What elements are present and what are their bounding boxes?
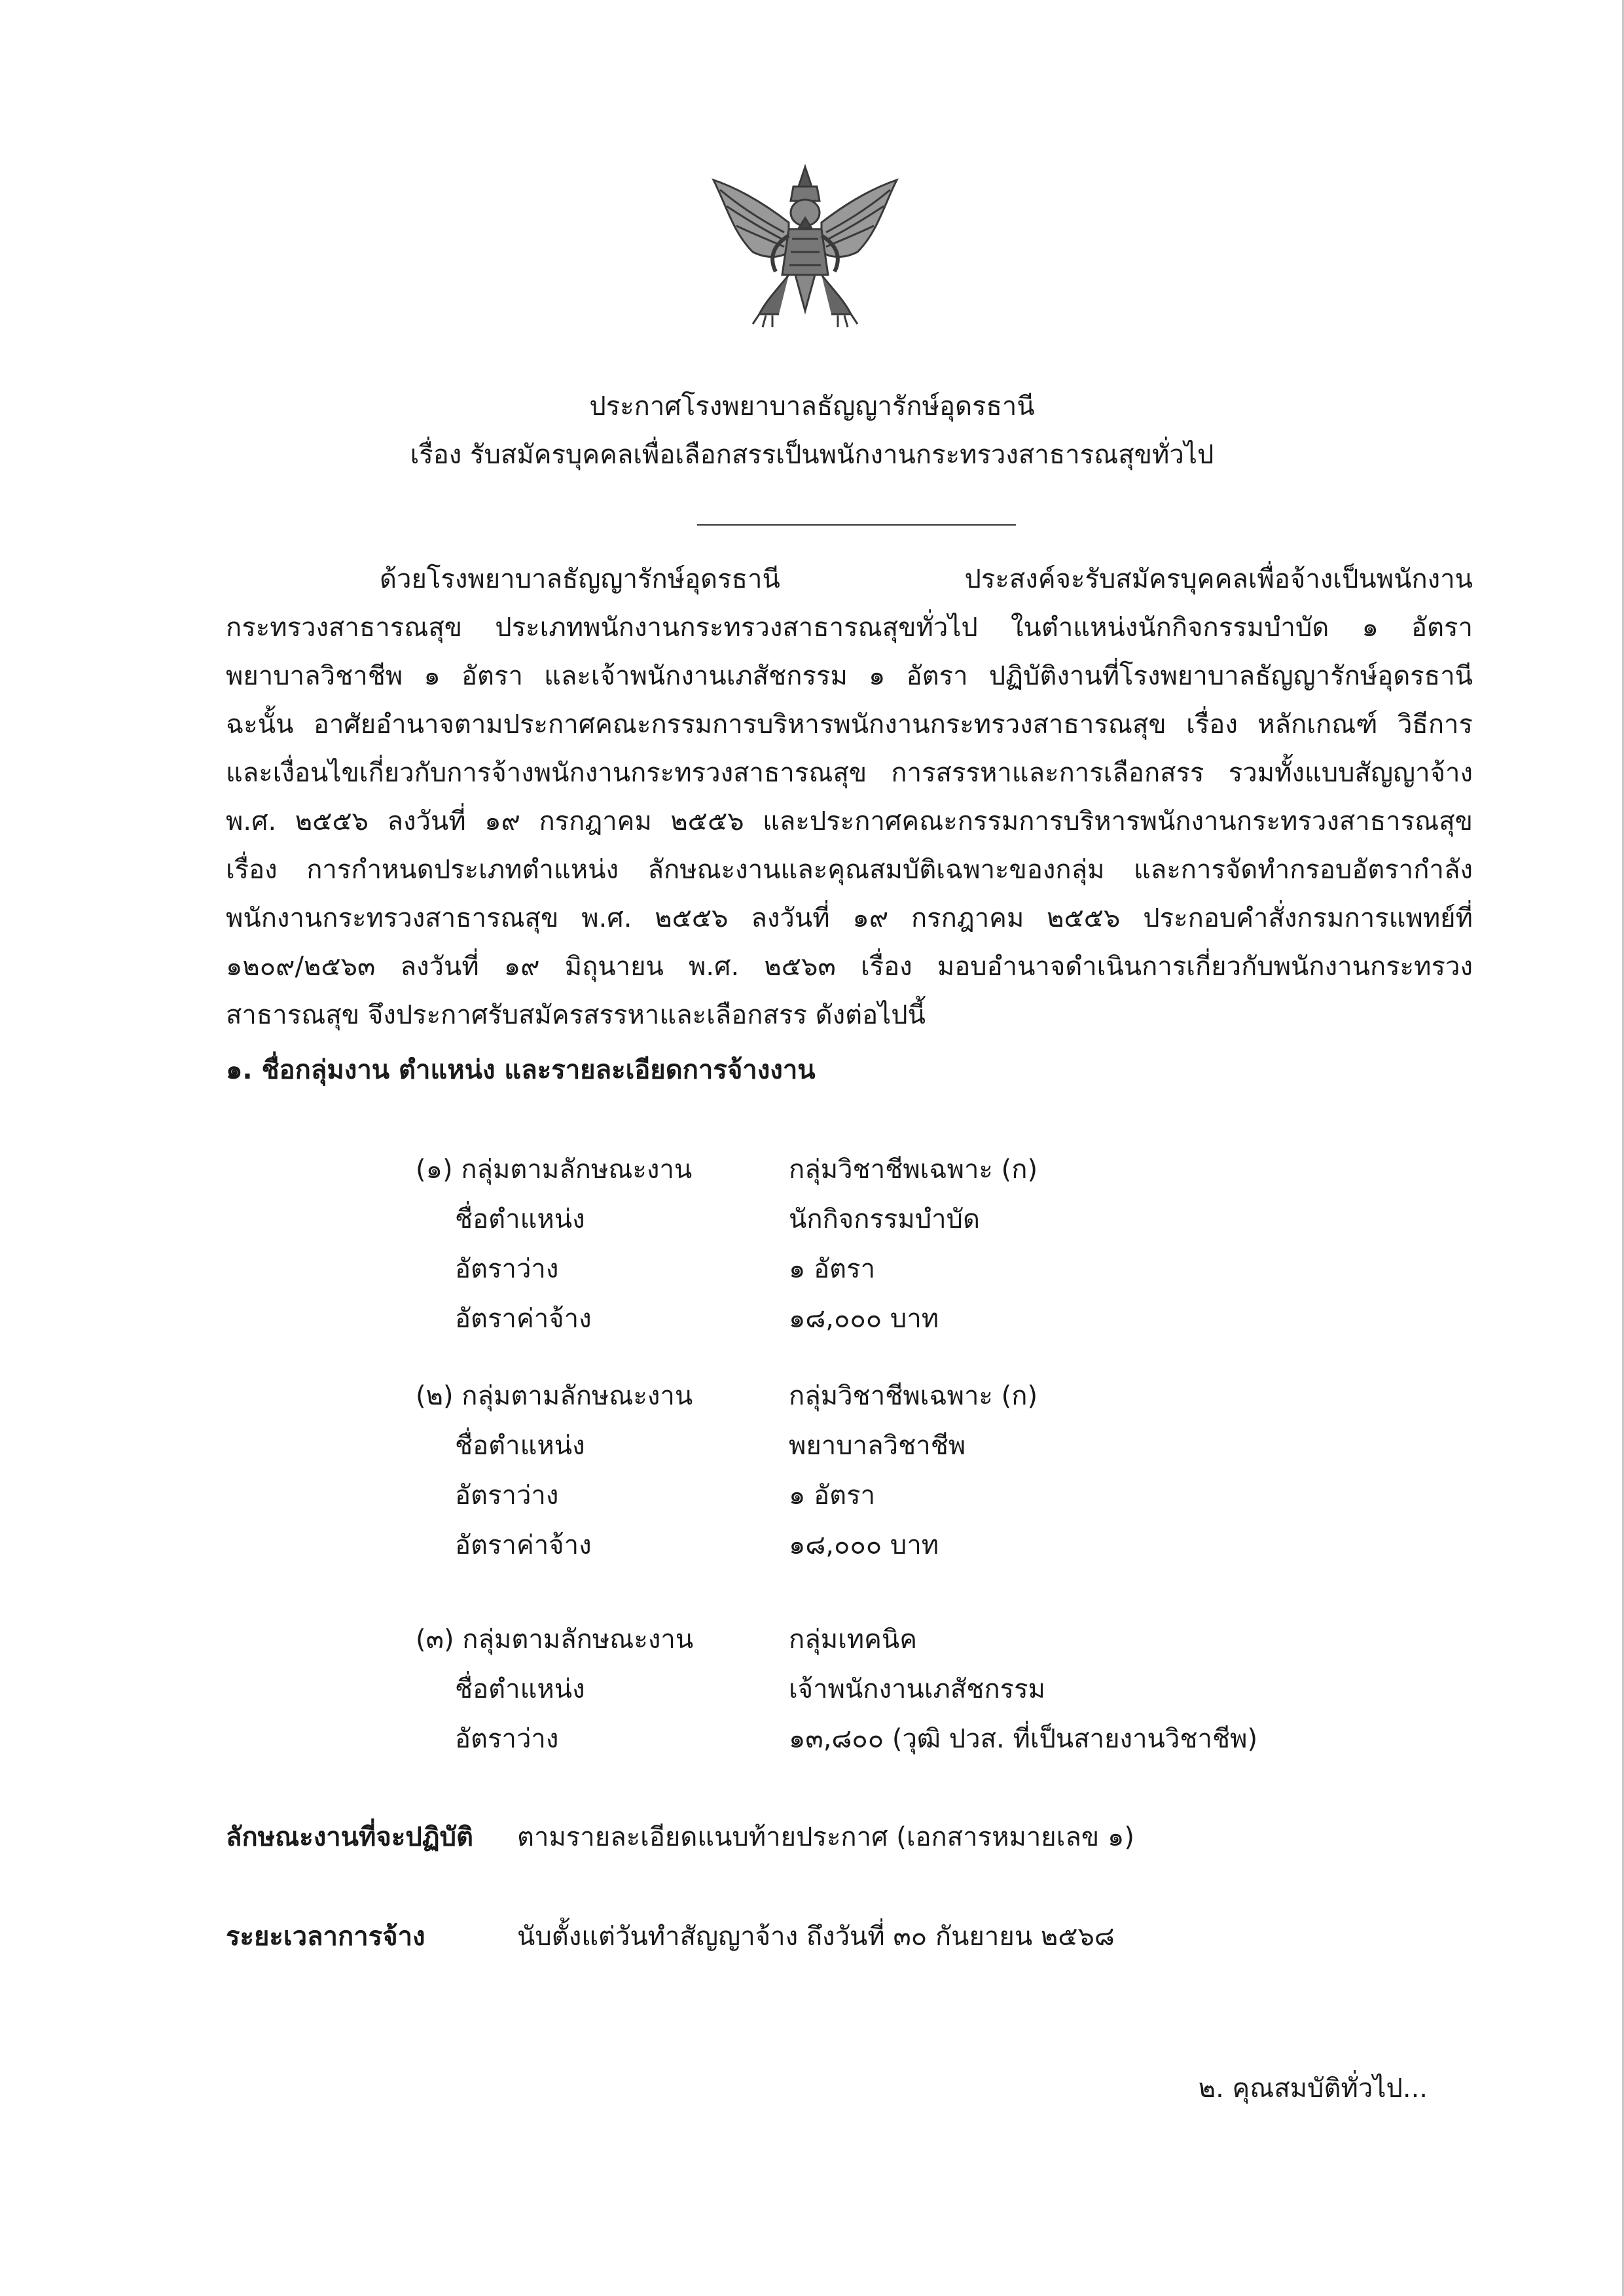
duties-label: ลักษณะงานที่จะปฏิบัติ: [226, 1822, 473, 1852]
position-label: ชื่อตำแหน่ง: [455, 1431, 585, 1461]
body-line: ฉะนั้น อาศัยอำนาจตามประกาศคณะกรรมการบริหารพนักงานกระทรวงสาธารณสุข เรื่อง หลักเกณฑ์ วิธีการ: [226, 709, 1473, 740]
body-line: พ.ศ. ๒๕๕๖ ลงวันที่ ๑๙ กรกฎาคม ๒๕๕๖ และประกาศคณะกรรมการบริหารพนักงานกระทรวงสาธารณสุข: [226, 806, 1473, 836]
position-value: เจ้าพนักงานเภสัชกรรม: [789, 1674, 1045, 1704]
title-divider: [697, 524, 1016, 526]
body-line: และเงื่อนไขเกี่ยวกับการจ้างพนักงานกระทรวงสาธารณสุข การสรรหาและการเลือกสรร รวมทั้งแบบสัญญาจ้าง: [226, 758, 1473, 788]
body-line: สาธารณสุข จึงประกาศรับสมัครสรรหาและเลือกสรร ดังต่อไปนี้: [226, 1000, 926, 1030]
body-line: พนักงานกระทรวงสาธารณสุข พ.ศ. ๒๕๕๖ ลงวันที่ ๑๙ กรกฎาคม ๒๕๕๖ ประกอบคำสั่งกรมการแพทย์ที่: [226, 903, 1473, 933]
garuda-emblem-icon: [707, 160, 903, 337]
wage-value: ๑๘,๐๐๐ บาท: [789, 1304, 939, 1334]
position-label: ชื่อตำแหน่ง: [455, 1204, 585, 1234]
vacancy-label: อัตราว่าง: [455, 1254, 559, 1284]
vacancy-value: ๑ อัตรา: [789, 1480, 876, 1511]
body-line: เรื่อง การกำหนดประเภทตำแหน่ง ลักษณะงานและคุณสมบัติเฉพาะของกลุ่ม และการจัดทำกรอบอัตรากำลัง: [226, 855, 1473, 885]
body-line: พยาบาลวิชาชีพ ๑ อัตรา และเจ้าพนักงานเภสัชกรรม ๑ อัตรา ปฏิบัติงานที่โรงพยาบาลธัญญารักษ์อุดรธานี: [226, 661, 1473, 691]
wage-value: ๑๘,๐๐๐ บาท: [789, 1530, 939, 1560]
group-value: กลุ่มเทคนิค: [789, 1624, 917, 1655]
body-line: กระทรวงสาธารณสุข ประเภทพนักงานกระทรวงสาธารณสุขทั่วไป ในตำแหน่งนักกิจกรรมบำบัด ๑ อัตรา: [226, 613, 1473, 643]
group-label: (๓) กลุ่มตามลักษณะงาน: [416, 1624, 694, 1655]
group-value: กลุ่มวิชาชีพเฉพาะ (ก): [789, 1381, 1038, 1411]
section-heading: ๑. ชื่อกลุ่มงาน ตำแหน่ง และรายละเอียดการจ้างงาน: [226, 1055, 816, 1085]
continuation-note: ๒. คุณสมบัติทั่วไป...: [1198, 2073, 1428, 2104]
duties-value: ตามรายละเอียดแนบท้ายประกาศ (เอกสารหมายเลข ๑): [517, 1822, 1134, 1852]
wage-label: อัตราค่าจ้าง: [455, 1530, 592, 1560]
vacancy-label: อัตราว่าง: [455, 1480, 559, 1511]
position-value: พยาบาลวิชาชีพ: [789, 1431, 966, 1461]
vacancy-value: ๑ อัตรา: [789, 1254, 876, 1284]
position-value: นักกิจกรรมบำบัด: [789, 1204, 980, 1234]
group-label: (๑) กลุ่มตามลักษณะงาน: [416, 1155, 693, 1185]
term-label: ระยะเวลาการจ้าง: [226, 1922, 425, 1952]
announcement-title: ประกาศโรงพยาบาลธัญญารักษ์อุดรธานี: [589, 391, 1035, 422]
position-label: ชื่อตำแหน่ง: [455, 1674, 585, 1704]
vacancy-label: อัตราว่าง: [455, 1724, 559, 1754]
term-value: นับตั้งแต่วันทำสัญญาจ้าง ถึงวันที่ ๓๐ กันยายน ๒๕๖๘: [517, 1922, 1115, 1952]
announcement-subject: เรื่อง รับสมัครบุคคลเพื่อเลือกสรรเป็นพนักงานกระทรวงสาธารณสุขทั่วไป: [410, 440, 1214, 470]
group-value: กลุ่มวิชาชีพเฉพาะ (ก): [789, 1155, 1038, 1185]
group-label: (๒) กลุ่มตามลักษณะงาน: [416, 1381, 693, 1411]
vacancy-value: ๑๓,๘๐๐ (วุฒิ ปวส. ที่เป็นสายงานวิชาชีพ): [789, 1724, 1258, 1754]
body-paragraph: [226, 555, 1473, 1039]
wage-label: อัตราค่าจ้าง: [455, 1304, 592, 1334]
body-line: ด้วยโรงพยาบาลธัญญารักษ์อุดรธานี ประสงค์จะรับสมัครบุคคลเพื่อจ้างเป็นพนักงาน: [380, 564, 1473, 594]
body-line: ๑๒๐๙/๒๕๖๓ ลงวันที่ ๑๙ มิถุนายน พ.ศ. ๒๕๖๓ เรื่อง มอบอำนาจดำเนินการเกี่ยวกับพนักงานกระทรวง: [226, 952, 1473, 982]
